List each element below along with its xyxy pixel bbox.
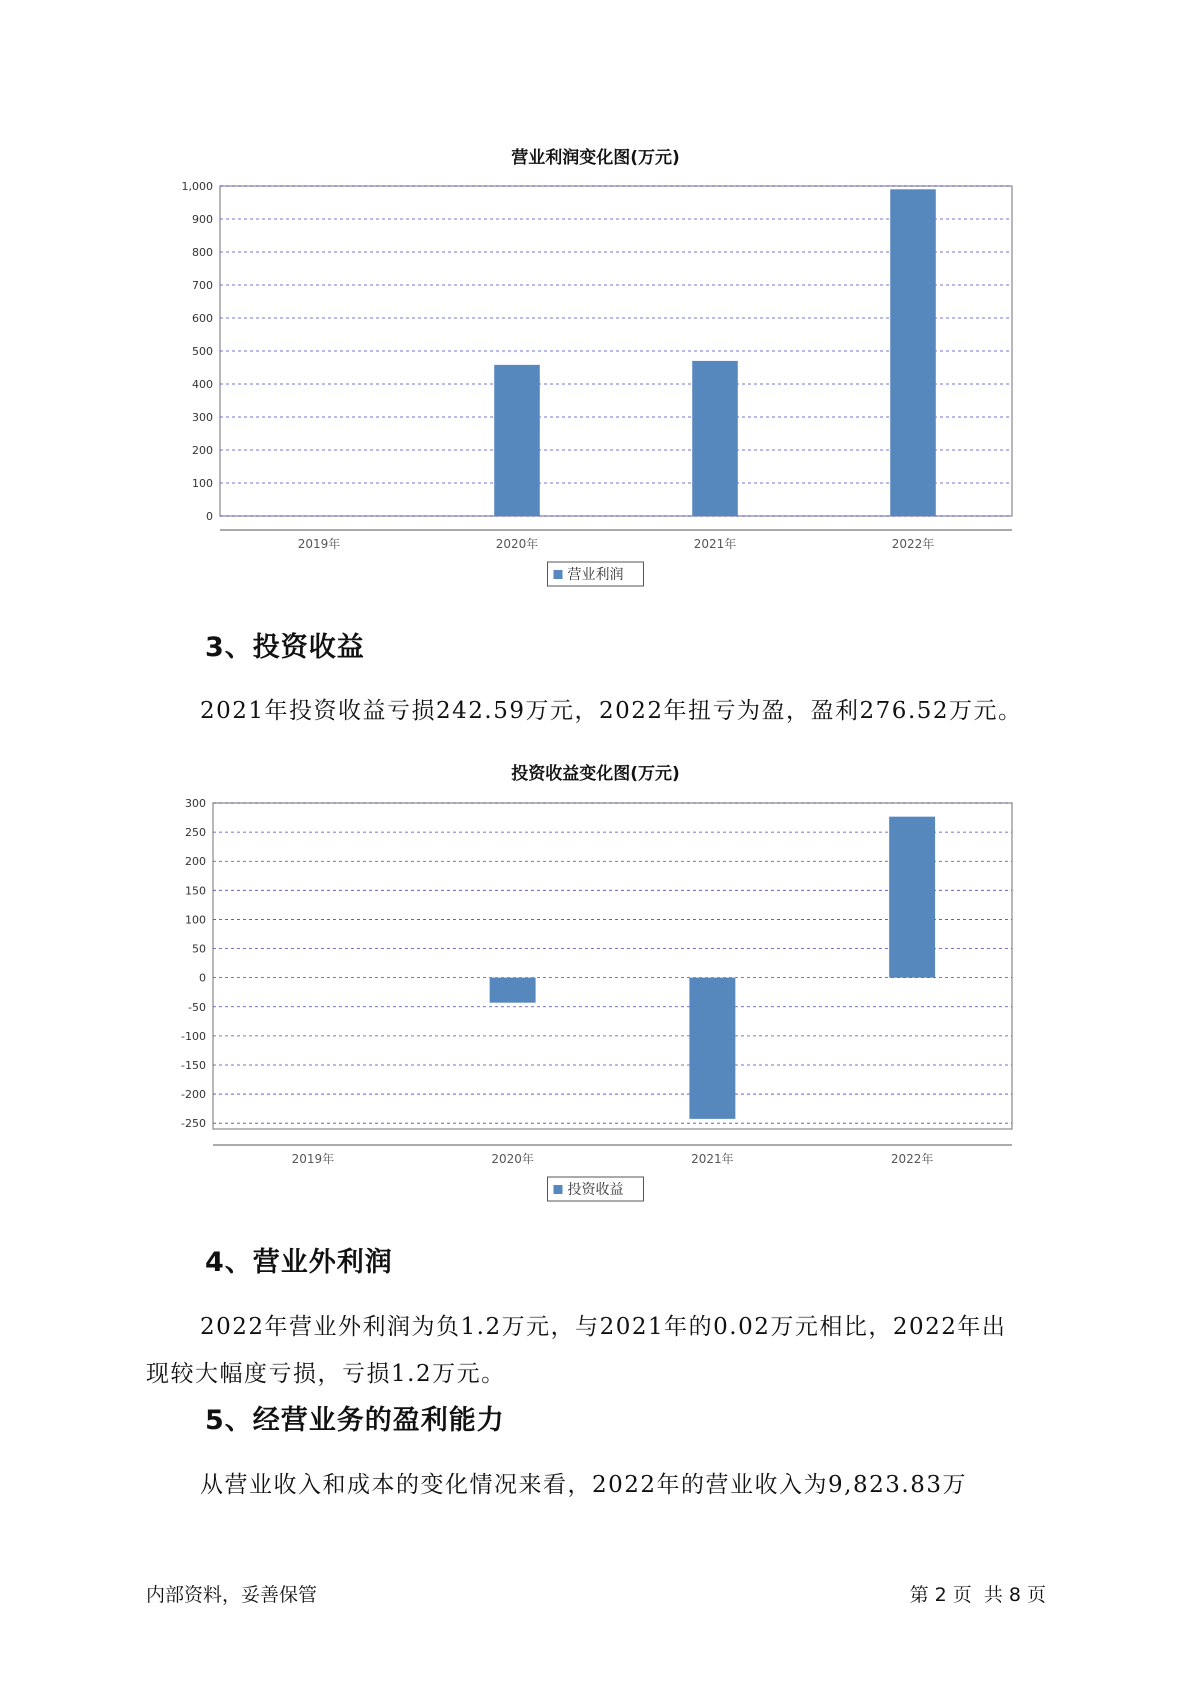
x-tick-label: 2022年 — [890, 1152, 934, 1166]
section-4-paragraph-line1: 2022年营业外利润为负1.2万元，与2021年的0.02万元相比，2022年出 — [200, 1314, 1007, 1340]
y-tick-label: -100 — [181, 1029, 206, 1043]
section-5-paragraph: 从营业收入和成本的变化情况来看，2022年的营业收入为9,823.83万 — [200, 1472, 967, 1498]
invest-chart — [0, 780, 1191, 1240]
x-tick-label: 2021年 — [693, 537, 737, 551]
y-tick-label: 300 — [185, 797, 206, 810]
y-tick-label: 0 — [199, 971, 206, 985]
invest-chart-title: 投资收益变化图(万元) — [511, 764, 680, 784]
y-tick-label: 600 — [192, 312, 213, 325]
bar-2020年 — [490, 978, 536, 1003]
bar-2022年 — [890, 189, 936, 516]
legend-swatch — [554, 570, 563, 579]
bar-2021年 — [692, 361, 738, 516]
section-5-heading: 5、经营业务的盈利能力 — [205, 1405, 505, 1436]
y-tick-label: 0 — [206, 510, 213, 523]
legend-label: 投资收益 — [567, 1182, 624, 1198]
bar-2022年 — [889, 817, 935, 978]
y-tick-label: -200 — [181, 1088, 206, 1102]
x-tick-label: 2022年 — [891, 537, 935, 551]
y-tick-label: 700 — [192, 279, 213, 292]
y-tick-label: 200 — [192, 444, 213, 457]
section-3-heading: 3、投资收益 — [205, 632, 365, 663]
y-tick-label: -250 — [181, 1117, 206, 1131]
y-tick-label: 100 — [185, 913, 206, 927]
y-tick-label: 1,000 — [181, 180, 213, 193]
section-4-paragraph-line2: 现较大幅度亏损，亏损1.2万元。 — [146, 1361, 506, 1387]
y-tick-label: 500 — [192, 345, 213, 358]
y-tick-label: 300 — [192, 411, 213, 424]
y-tick-label: -50 — [188, 1000, 206, 1014]
legend-label: 营业利润 — [567, 567, 624, 583]
y-tick-label: 50 — [192, 942, 206, 956]
y-tick-label: 150 — [185, 884, 206, 898]
x-tick-label: 2020年 — [491, 1152, 534, 1166]
y-tick-label: 100 — [192, 477, 213, 490]
x-tick-label: 2020年 — [495, 537, 539, 551]
bar-2020年 — [494, 365, 540, 516]
bar-2021年 — [689, 978, 735, 1119]
y-tick-label: -150 — [181, 1058, 206, 1072]
y-tick-label: 250 — [185, 826, 206, 840]
profit-chart-title: 营业利润变化图(万元) — [511, 148, 680, 168]
y-tick-label: 900 — [192, 213, 213, 226]
footer-confidential-note: 内部资料，妥善保管 — [146, 1584, 318, 1606]
profit-chart — [0, 150, 1191, 600]
legend-swatch — [554, 1185, 563, 1194]
x-tick-label: 2019年 — [291, 1152, 335, 1166]
y-tick-label: 800 — [192, 246, 213, 259]
y-tick-label: 200 — [185, 855, 206, 869]
section-4-heading: 4、营业外利润 — [205, 1247, 393, 1278]
y-tick-label: 400 — [192, 378, 213, 391]
x-tick-label: 2019年 — [297, 537, 341, 551]
x-tick-label: 2021年 — [691, 1152, 734, 1166]
footer-page-number: 第 2 页 共 8 页 — [909, 1584, 1046, 1606]
section-3-paragraph: 2021年投资收益亏损242.59万元，2022年扭亏为盈，盈利276.52万元。 — [200, 698, 1023, 724]
